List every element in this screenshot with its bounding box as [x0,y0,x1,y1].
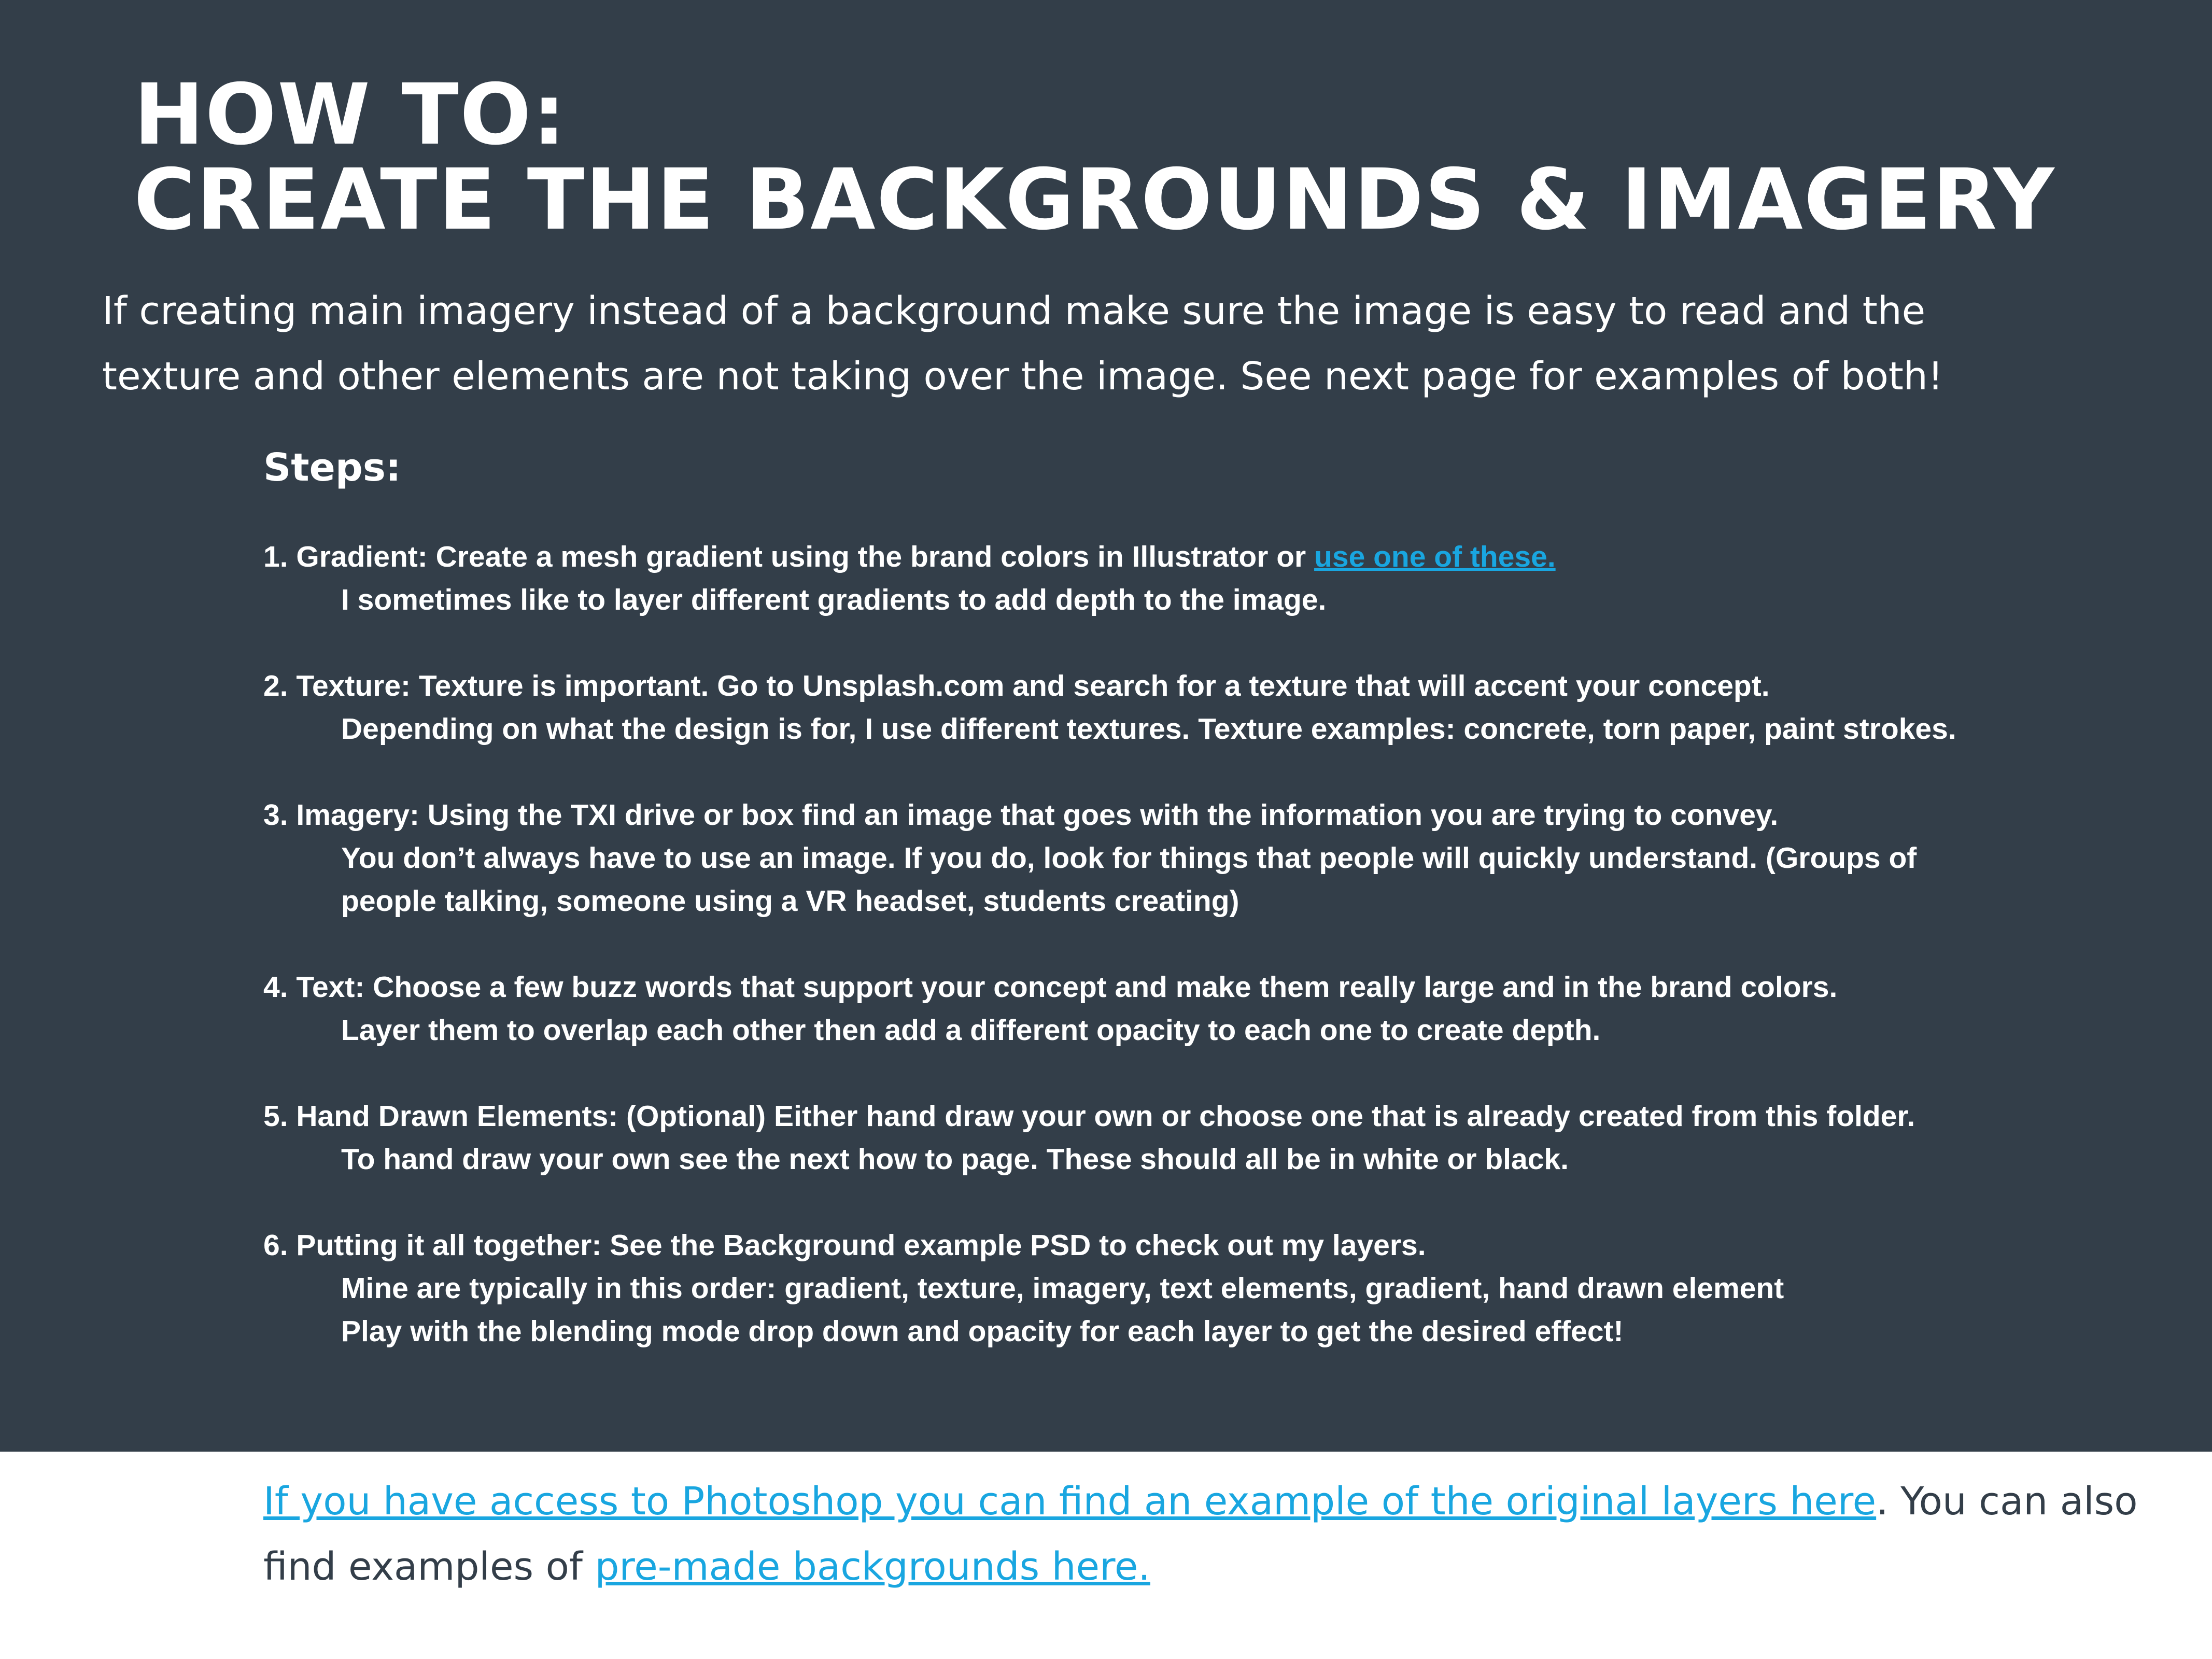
title-line-2: CREATE THE BACKGROUNDS & IMAGERY [134,151,2055,249]
step-texture [263,665,2078,751]
intro-line-2: texture and other elements are not taking over the image. See next page for examples of both! [102,354,1943,399]
step-detail: You don’t always have to use an image. If you do, look for things that people will quickly understand. (Groups of [341,841,1917,875]
step-lead-text: 1. Gradient: Create a mesh gradient using the brand colors in Illustrator or [263,540,1315,573]
step-lead: 4. Text: Choose a few buzz words that support your concept and make them really large and in the brand colors. [263,971,1838,1004]
step-lead: 2. Texture: Texture is important. Go to Unsplash.com and search for a texture that will accent your concept. [263,669,1770,702]
step-detail: people talking, someone using a VR headset, students creating) [341,884,1239,918]
footer-text: . You can also [1876,1479,2138,1524]
pre-made-backgrounds-link[interactable]: pre-made backgrounds here. [595,1544,1150,1589]
step-detail: I sometimes like to layer different gradients to add depth to the image. [341,583,1327,616]
footer-line-2 [263,1534,2130,1599]
step-gradient [263,536,2078,622]
step-imagery [263,794,2078,923]
intro-paragraph [102,278,2072,409]
intro-line-1: If creating main imagery instead of a background make sure the image is easy to read and the [102,289,1926,333]
step-putting-it-together [263,1224,2078,1353]
step-detail: Mine are typically in this order: gradient, texture, imagery, text elements, gradient, hand drawn element [341,1272,1784,1305]
step-lead: 3. Imagery: Using the TXI drive or box find an image that goes with the information you are trying to convey. [263,798,1779,832]
footer-line-1 [263,1469,2138,1534]
title-line-1: HOW TO: [134,66,567,164]
step-lead [263,536,2078,579]
step-detail: Play with the blending mode drop down and opacity for each layer to get the desired effect! [341,1315,1624,1348]
step-lead: 5. Hand Drawn Elements: (Optional) Either hand draw your own or choose one that is already created from this folder. [263,1100,1915,1133]
step-hand-drawn-elements [263,1095,2078,1181]
step-lead: 6. Putting it all together: See the Background example PSD to check out my layers. [263,1229,1426,1262]
step-detail: Layer them to overlap each other then add a different opacity to each one to create depth. [341,1014,1601,1047]
step-detail: Depending on what the design is for, I use different textures. Texture examples: concrete, torn paper, paint strokes. [341,712,1956,746]
photoshop-example-link[interactable]: If you have access to Photoshop you can find an example of the original layers here [263,1479,1877,1524]
page-title [134,66,2055,249]
step-detail: To hand draw your own see the next how to page. These should all be in white or black. [341,1143,1569,1176]
footer-note [263,1469,2138,1599]
steps-list [263,536,2078,1396]
use-one-of-these-link[interactable]: use one of these. [1314,540,1556,573]
footer-text: find examples of [263,1544,595,1589]
step-text [263,966,2078,1052]
steps-heading: Steps: [263,445,401,490]
